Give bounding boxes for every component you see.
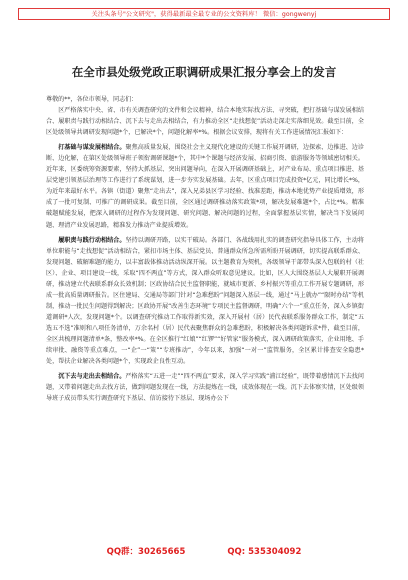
paragraph-text: 严格落实“五进一走”“四不两直”要求，深入学习实践“浦江经验”，既带着感情沉下去找问题，又带着问题走出去找方法，做到问题发现在一线，方法提炼在一线，成效体现在一线。沉下去体察实情，区处级领导班子成员带头实行调查研究下基层、信访接待下基层、现场办公下 [46, 373, 364, 403]
section-paragraph [46, 142, 364, 230]
document-body [46, 94, 364, 404]
footer-contact [0, 545, 408, 557]
section-heading: 沉下去与走出去相结合。 [58, 373, 126, 381]
paragraph-text: 聚焦高质量发展，围绕社会主义现代化建设的关键工作展开调研，边探索、边推进、边诊断、边化解，在第区处级领导班子领衔调研课题*个，其中*个课题与经济发展、招商引资、旅游服务等领域密切相关。近年来，区委统筹资源要素，坚持大抓基层、突出问题导向，在深入开展调研基础上，对产业布局、重点项目推进、基层党建引领基层治理等工作进行了系统谋划，进一步夯实发展基础。去年，区重点项目完成投资*亿元，同比增长*%，为近年来最好水平。各镇（街道）聚焦“走出去”，深入兄弟县区学习经验、找准差距，推动本地优势产业提质增效，形成了一批可复制、可推广的调研成果。截至目前，全区通过调研推动落实政策*项，解决发展难题*个，占比*%。精准破题赋能发展，把深入调研的过程作为发现问题、研究问题、解决问题的过程，全面掌握基层实情，解决当下发展问题、理清产业发展思路，精准发力推动产业提质增效。 [46, 144, 365, 229]
paragraph-text: 区严格落实中央、省、市有关调查研究的文件和会议精神，结合本地实际找方法、寻突破，把打基础与谋发展相结合、履职责与践行动相结合、沉下去与走出去相结合，有力推动全区“走找想促”活动走深走实落细见效。截至目前，全区处级领导共调研发现问题*个，已解决*个，问题化解率*%。根据会议安排，现将有关工作进展情况汇报如下： [46, 107, 364, 137]
section-paragraph [46, 371, 364, 404]
paragraph-text: 坚持以调研开路，以实干破局。各部门、各战线用扎实的调查研究指导具体工作，主动将单位职能与“走找想促”活动相结合，紧扣市场主体、基层党员、普通群众所急所需所盼开展调研，切实提高联系群众、发现问题、破解难题的能力，以丰富载体推动活动纵深开展。以主题教育为契机，各级领导干部带头深入包联的村（社区）、企业、项目建设一线，采取“四不两直”等方式，深入群众听取意见建议。比如，区人大围绕基层人大履职开展调研，推动建立代表联系群众长效机制；区政协结合民主监督职能，就城市更新、乡村振兴等重点工作开展专题调研，形成一批高质量调研报告。区住建局、交通局等部门针对“急难愁盼”问题深入基层一线，通过“马上就办”“限时办结”等机制，推动一批民生问题得到解决；区政协开展“改善生态环境”专项民主监督调研，明确“六个一”重点任务，深入乡镇街道调研*人次，发现问题*个。以调查研究推动工作取得新实效，深入开展村（居）民代表联系服务群众工作，制定“五选五不选”准则和八项任务清单，万余名村（居）民代表聚焦群众的急难愁盼，积极解决各类问题诉求*件，截至目前，全区共梳理问题清单*条，整改率*%。在全区推行“红娘”“红锣”“好管家”服务模式，深入调研政策落实，企业用地、手续审批、融资等重点难点，一“企”一“策”“专班推动”，今年以来，加强“一对一”监管服务，全区累计排查安全隐患*处，帮扶企业解决各类问题*个，实现政企良性互动。 [46, 236, 365, 366]
header-banner: 关注头条号"公文研究"，获得最新最全最专业的公文资料库！ 微信：gongwenyj [18, 8, 390, 20]
intro-paragraph [46, 105, 364, 138]
document-title: 在全市县处级党政正职调研成果汇报分享会上的发言 [71, 65, 337, 79]
qq-group-text: QQ群：30265665 [106, 547, 186, 557]
salutation: 尊敬的**，各位市领导，同志们： [46, 96, 138, 103]
qq-text: QQ: 535304092 [227, 547, 302, 557]
section-heading: 履职责与践行动相结合。 [58, 236, 126, 244]
section-heading: 打基础与谋发展相结合。 [58, 144, 126, 152]
section-paragraph [46, 235, 364, 368]
